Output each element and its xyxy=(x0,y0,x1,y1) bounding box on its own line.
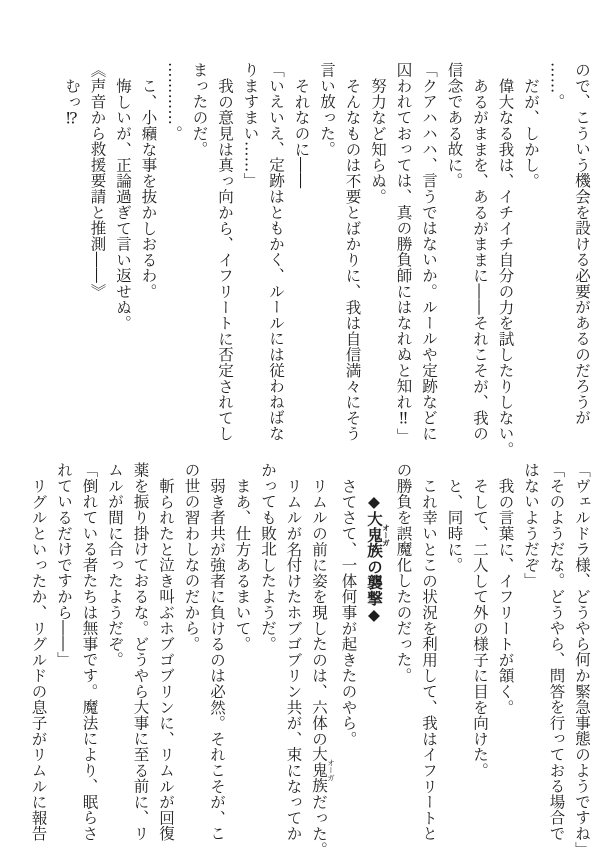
text-line: 弱き者共が強者に負けるのは必然。それこそが、こ xyxy=(208,477,226,841)
ruby-annotated-word: 大鬼族オーガ xyxy=(365,511,391,559)
text-line: 薬を振り掛けておるな。どうやら大事に至る前に、リ xyxy=(131,462,150,842)
text-line: の勝負を誤魔化したのだった。 xyxy=(394,462,413,684)
text-line: 悔しいが、正論過ぎて言い返せぬ。 xyxy=(114,77,132,331)
text-line: これ幸いとこの状況を利用して、我はイフリートと xyxy=(420,477,438,841)
section-heading: ◆大鬼族オーガの襲撃◆ xyxy=(365,493,391,625)
text-line: さてさて、一体何事が起きたのやら。 xyxy=(339,477,358,747)
text-line: と、同時に。 xyxy=(445,477,464,573)
text-line: あるがままを、あるがままに――それこそが、我の xyxy=(471,77,489,441)
text-line: 「倒れている者たちは無事です。魔法により、眠らさ xyxy=(80,462,99,842)
text-line: りますまい……」 xyxy=(241,62,260,189)
text-line: 言い放った。 xyxy=(318,62,336,157)
text-line: まったのだ。 xyxy=(190,62,209,157)
text-line: 我の意見は真っ向から、イフリートに否定されてし xyxy=(216,77,234,441)
text-line: 信念である故に。 xyxy=(445,62,464,189)
text-line: リムルの前に姿を現したのは、六体の大鬼族オーガだった。 xyxy=(310,477,336,857)
text-line: それなのに―― xyxy=(292,77,311,189)
text-line: ムルが間に合ったようだぞ。 xyxy=(106,462,124,668)
text-line: リムルが名付けたホブゴブリン共が、束になってか xyxy=(284,477,303,841)
text-line: 我の言葉に、イフリートが頷く。 xyxy=(496,477,515,715)
text-line: そんなものは不要とばかりに、我は自信満々にそう xyxy=(343,77,362,441)
text-line: …………。 xyxy=(165,62,183,141)
text-line: 斬られたと泣き叫ぶホブゴブリンに、リムルが回復 xyxy=(157,477,175,841)
text-line: ……。 xyxy=(547,62,566,110)
text-line: そして、二人して外の様子に目を向けた。 xyxy=(471,477,489,778)
text-line: 偉大なる我は、イチイチ自分の力を試したりしない。 xyxy=(496,77,515,457)
text-line: 囚われておっては、真の勝負師にはなれぬと知れ‼」 xyxy=(394,62,413,444)
text-line: ので、こういう機会を設ける必要があるのだろうが xyxy=(573,62,591,426)
text-line: リグルといったか、リグルドの息子がリムルに報告 xyxy=(29,477,48,841)
furigana: オーガ xyxy=(381,511,391,559)
text-line: 努力など知らぬ。 xyxy=(369,77,387,204)
text-line: はないようだぞ」 xyxy=(522,462,540,589)
text-line: の世の習わしなのだから。 xyxy=(182,462,201,652)
text-line: 《声音から救援要請と推測――》 xyxy=(88,62,107,299)
lower-text-block xyxy=(25,462,594,857)
furigana: オーガ xyxy=(326,746,336,794)
ruby-annotated-word: 大鬼族オーガ xyxy=(310,746,336,794)
text-line: むっ⁉ xyxy=(63,77,81,128)
text-line: こ、小癪な事を抜かしおるわ。 xyxy=(139,77,158,299)
text-line: 「クアハハハ、言うではないか。ルールや定跡などに xyxy=(420,62,438,442)
text-line: 「いえいえ、定跡はともかく、ルールには従わねばな xyxy=(267,62,285,442)
text-line: まあ、仕方あるまいて。 xyxy=(233,477,252,652)
text-line: かっても敗北したようだ。 xyxy=(259,462,277,652)
upper-text-block xyxy=(59,62,595,457)
text-line: れているだけですから――」 xyxy=(55,462,73,668)
text-line: 「そのようだな。どうやら、問答を行っておる場合で xyxy=(547,462,566,842)
text-line: 「ヴェルドラ様、どうやら何か緊急事態のようですね」 xyxy=(573,462,591,857)
text-line: だが、しかし。 xyxy=(522,77,540,189)
